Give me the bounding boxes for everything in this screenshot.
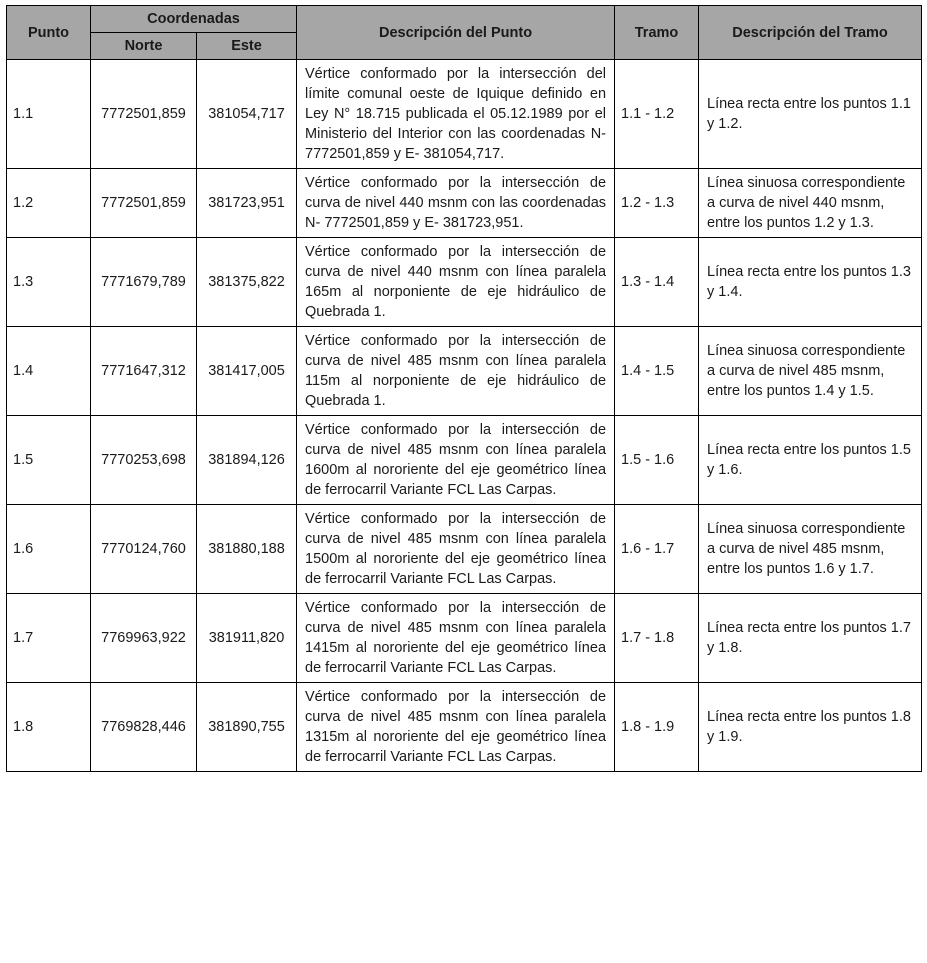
table-row	[7, 416, 922, 505]
cell-punto: 1.6	[7, 505, 91, 594]
cell-descripcion-tramo: Línea sinuosa correspondiente a curva de nivel 440 msnm, entre los puntos 1.2 y 1.3.	[699, 169, 922, 238]
cell-descripcion-punto: Vértice conformado por la intersección de curva de nivel 485 msnm con línea paralela 1600m al nororiente del eje geométrico línea de ferrocarril Variante FCL Las Carpas.	[297, 416, 615, 505]
cell-norte: 7769963,922	[91, 594, 197, 683]
cell-norte: 7772501,859	[91, 169, 197, 238]
cell-norte: 7771647,312	[91, 327, 197, 416]
cell-norte: 7770124,760	[91, 505, 197, 594]
header-descripcion-tramo: Descripción del Tramo	[699, 6, 922, 60]
cell-este: 381417,005	[197, 327, 297, 416]
cell-descripcion-punto: Vértice conformado por la intersección de curva de nivel 485 msnm con línea paralela 1415m al nororiente del eje geométrico línea de ferrocarril Variante FCL Las Carpas.	[297, 594, 615, 683]
table-body	[7, 60, 922, 772]
cell-tramo: 1.1 - 1.2	[615, 60, 699, 169]
cell-tramo: 1.2 - 1.3	[615, 169, 699, 238]
cell-descripcion-punto: Vértice conformado por la intersección de curva de nivel 440 msnm con línea paralela 165m al norponiente de eje hidráulico de Quebrada 1.	[297, 238, 615, 327]
cell-punto: 1.8	[7, 683, 91, 772]
cell-punto: 1.1	[7, 60, 91, 169]
cell-este: 381880,188	[197, 505, 297, 594]
cell-tramo: 1.5 - 1.6	[615, 416, 699, 505]
cell-este: 381375,822	[197, 238, 297, 327]
cell-tramo: 1.8 - 1.9	[615, 683, 699, 772]
header-coordenadas: Coordenadas	[91, 6, 297, 33]
cell-descripcion-tramo: Línea sinuosa correspondiente a curva de nivel 485 msnm, entre los puntos 1.6 y 1.7.	[699, 505, 922, 594]
cell-tramo: 1.6 - 1.7	[615, 505, 699, 594]
cell-punto: 1.7	[7, 594, 91, 683]
cell-este: 381911,820	[197, 594, 297, 683]
cell-tramo: 1.7 - 1.8	[615, 594, 699, 683]
table-row	[7, 60, 922, 169]
cell-punto: 1.3	[7, 238, 91, 327]
cell-tramo: 1.4 - 1.5	[615, 327, 699, 416]
cell-descripcion-tramo: Línea sinuosa correspondiente a curva de nivel 485 msnm, entre los puntos 1.4 y 1.5.	[699, 327, 922, 416]
cell-este: 381723,951	[197, 169, 297, 238]
cell-descripcion-tramo: Línea recta entre los puntos 1.7 y 1.8.	[699, 594, 922, 683]
cell-este: 381890,755	[197, 683, 297, 772]
cell-norte: 7771679,789	[91, 238, 197, 327]
cell-norte: 7772501,859	[91, 60, 197, 169]
cell-punto: 1.4	[7, 327, 91, 416]
table-row	[7, 594, 922, 683]
table-row	[7, 169, 922, 238]
cell-descripcion-punto: Vértice conformado por la intersección de curva de nivel 440 msnm con las coordenadas N- 7772501,859 y E- 381723,951.	[297, 169, 615, 238]
table-row	[7, 327, 922, 416]
cell-descripcion-tramo: Línea recta entre los puntos 1.1 y 1.2.	[699, 60, 922, 169]
table-header	[7, 6, 922, 60]
header-este: Este	[197, 33, 297, 60]
cell-tramo: 1.3 - 1.4	[615, 238, 699, 327]
cell-norte: 7769828,446	[91, 683, 197, 772]
cell-punto: 1.2	[7, 169, 91, 238]
cell-descripcion-tramo: Línea recta entre los puntos 1.5 y 1.6.	[699, 416, 922, 505]
cell-este: 381894,126	[197, 416, 297, 505]
cell-punto: 1.5	[7, 416, 91, 505]
cell-descripcion-punto: Vértice conformado por la intersección de curva de nivel 485 msnm con línea paralela 1315m al nororiente del eje geométrico línea de ferrocarril Variante FCL Las Carpas.	[297, 683, 615, 772]
cell-este: 381054,717	[197, 60, 297, 169]
cell-descripcion-tramo: Línea recta entre los puntos 1.3 y 1.4.	[699, 238, 922, 327]
cell-descripcion-punto: Vértice conformado por la intersección de curva de nivel 485 msnm con línea paralela 1500m al nororiente del eje geométrico línea de ferrocarril Variante FCL Las Carpas.	[297, 505, 615, 594]
cell-descripcion-punto: Vértice conformado por la intersección de curva de nivel 485 msnm con línea paralela 115m al norponiente de eje hidráulico de Quebrada 1.	[297, 327, 615, 416]
table-row	[7, 505, 922, 594]
coordinates-table	[6, 5, 922, 772]
cell-descripcion-tramo: Línea recta entre los puntos 1.8 y 1.9.	[699, 683, 922, 772]
header-tramo: Tramo	[615, 6, 699, 60]
table-row	[7, 238, 922, 327]
table-row	[7, 683, 922, 772]
header-punto: Punto	[7, 6, 91, 60]
header-descripcion-punto: Descripción del Punto	[297, 6, 615, 60]
header-norte: Norte	[91, 33, 197, 60]
cell-norte: 7770253,698	[91, 416, 197, 505]
cell-descripcion-punto: Vértice conformado por la intersección del límite comunal oeste de Iquique definido en Ley N° 18.715 publicada el 05.12.1989 por el Ministerio del Interior con las coordenadas N- 7772501,859 y E- 381054,717.	[297, 60, 615, 169]
